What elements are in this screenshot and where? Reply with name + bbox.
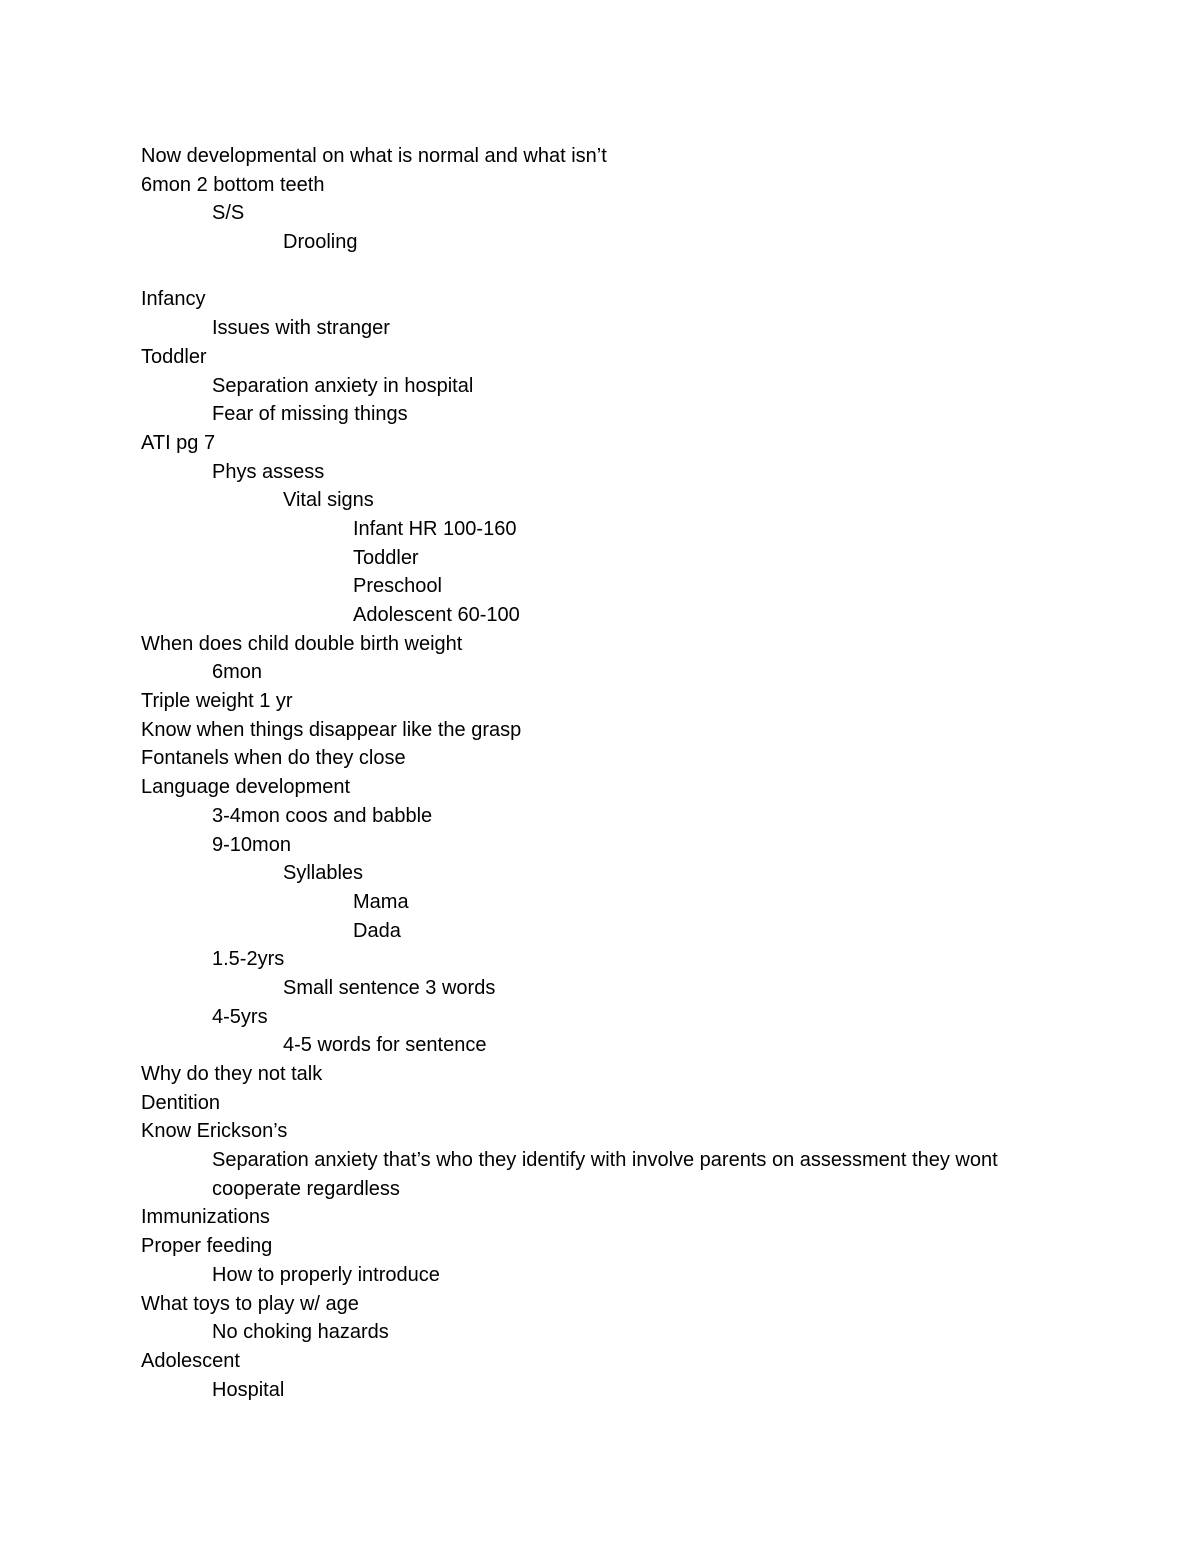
- note-line-level-0: Triple weight 1 yr: [141, 690, 293, 713]
- blank-line: [141, 257, 1041, 286]
- note-line-level-1: Issues with stranger: [212, 317, 390, 340]
- note-line-level-0: Know when things disappear like the grasp: [141, 718, 522, 741]
- note-line-level-3: Toddler: [353, 546, 419, 569]
- note-line-level-1: Hospital: [212, 1378, 285, 1401]
- note-line-level-1: S/S: [212, 202, 245, 225]
- note-line-level-3: Adolescent 60-100: [353, 604, 520, 626]
- note-line-level-3: Dada: [353, 919, 401, 942]
- note-line-level-3: Preschool: [353, 575, 442, 598]
- note-line-level-0: Fontanels when do they close: [141, 747, 406, 770]
- note-line-level-2: Small sentence 3 words: [283, 976, 496, 999]
- notes-body: [141, 142, 1041, 1404]
- note-line-level-0: Why do they not talk: [141, 1063, 323, 1085]
- note-line-level-1: 1.5-2yrs: [212, 948, 285, 971]
- note-line-level-2: Drooling: [283, 231, 358, 254]
- note-line-level-0: Infancy: [141, 288, 206, 311]
- note-line-level-2: Vital signs: [283, 489, 374, 512]
- note-line-level-3: Mama: [353, 890, 409, 913]
- note-line-level-2: 4-5 words for sentence: [283, 1034, 487, 1057]
- note-line-level-1: 4-5yrs: [212, 1005, 268, 1028]
- note-line-level-1: No choking hazards: [212, 1321, 389, 1344]
- note-line-level-0: Now developmental on what is normal and what isn’t: [141, 145, 607, 167]
- note-line-level-0: 6mon 2 bottom teeth: [141, 173, 325, 196]
- note-line-level-0: Adolescent: [141, 1349, 240, 1372]
- note-line-level-0: Toddler: [141, 345, 207, 368]
- note-line-level-0: Immunizations: [141, 1206, 270, 1229]
- note-line-level-1: Separation anxiety that’s who they identify with involve parents on assessment they wont cooperate regardless: [212, 1149, 998, 1200]
- note-line-level-1: Separation anxiety in hospital: [212, 374, 474, 397]
- note-line-level-0: What toys to play w/ age: [141, 1292, 359, 1315]
- note-line-level-0: Know Erickson’s: [141, 1120, 288, 1143]
- note-line-level-0: When does child double birth weight: [141, 632, 463, 655]
- note-line-level-0: ATI pg 7: [141, 431, 216, 454]
- note-line-level-1: 6mon: [212, 661, 263, 684]
- note-line-level-1: Fear of missing things: [212, 403, 408, 426]
- note-line-level-0: Dentition: [141, 1091, 220, 1114]
- note-line-level-0: Proper feeding: [141, 1235, 273, 1258]
- note-line-level-1: 3-4mon coos and babble: [212, 804, 433, 827]
- note-line-level-2: Syllables: [283, 862, 364, 885]
- note-line-level-0: Language development: [141, 776, 351, 799]
- note-line-level-1: Phys assess: [212, 460, 325, 483]
- note-line-level-1: 9-10mon: [212, 833, 291, 856]
- note-line-level-3: Infant HR 100-160: [353, 517, 517, 540]
- note-line-level-1: How to properly introduce: [212, 1263, 440, 1286]
